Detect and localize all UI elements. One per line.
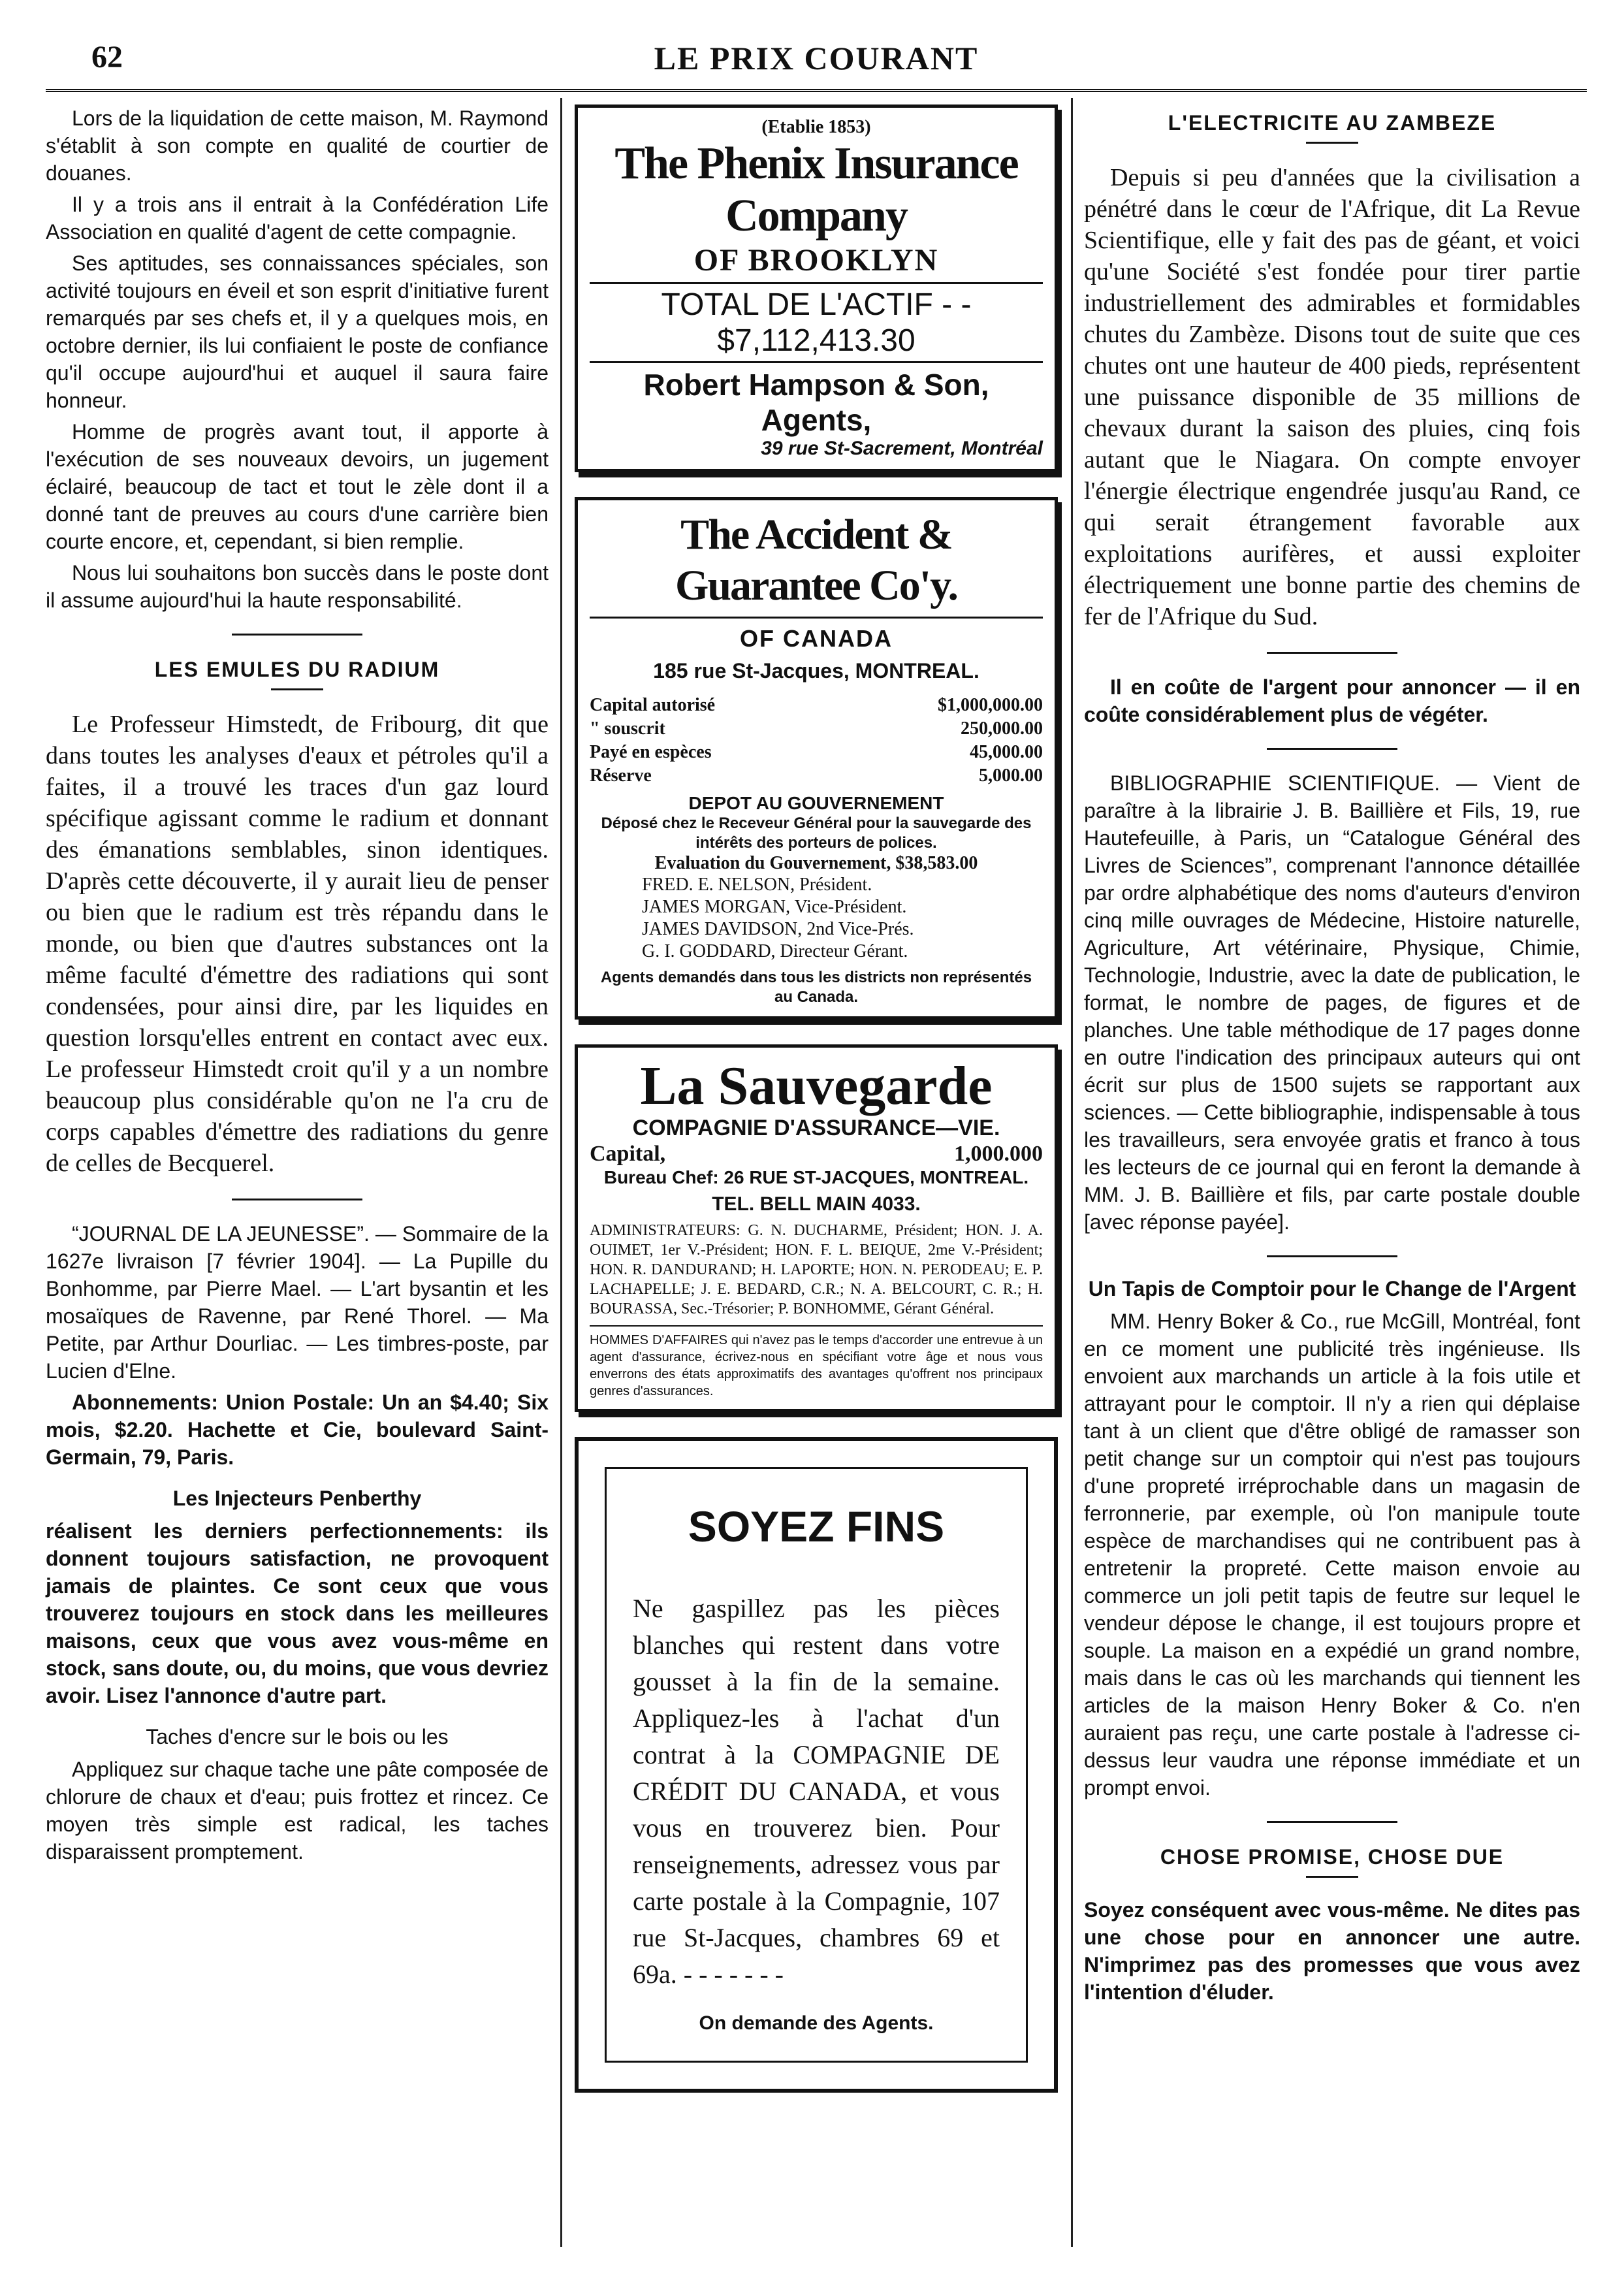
- capital-label: Payé en espèces: [590, 742, 712, 762]
- capital-value: 250,000.00: [961, 718, 1043, 739]
- ad-company-name: The Accident & Guarantee Co'y.: [590, 509, 1043, 619]
- section-separator: [232, 634, 362, 636]
- phenix-insurance-ad: [575, 105, 1058, 472]
- capital-label: Réserve: [590, 765, 652, 786]
- article-text: Appliquez sur chaque tache une pâte composée de chlorure de chaux et d'eau; puis frottez et rincez. Ce moyen très simple est radical, les taches disparaissent promptement.: [46, 1758, 549, 1863]
- left-column: [46, 105, 549, 1869]
- ad-subtitle: COMPAGNIE D'ASSURANCE—VIE.: [632, 1116, 1000, 1140]
- accident-guarantee-ad: [575, 497, 1058, 1020]
- article-text: “JOURNAL DE LA JEUNESSE”. — Sommaire de la 1627e livraison [7 février 1904]. — La Pupille du Bonhomme, par Pierre Mael. — L'art bysantin et les mosaïques de Ravenne, par René Thorel. — Ma Petite, par Arthur Dourliac. — Les timbres-poste, par Lucien d'Elne.: [46, 1222, 549, 1383]
- paragraph: Nous lui souhaitons bon succès dans le poste dont il assume aujourd'hui la haute responsabilité.: [46, 561, 549, 612]
- ad-subtitle: OF CANADA: [740, 625, 893, 652]
- section-title: LES EMULES DU RADIUM: [154, 658, 440, 681]
- ad-address: 185 rue St-Jacques, MONTREAL.: [653, 659, 979, 683]
- section-separator: [1267, 748, 1397, 750]
- article-text: réalisent les derniers perfectionnements: ils donnent toujours satisfaction, ne provoquent jamais de plaintes. Ce sont ceux que vous trouverez toujours en stock dans les meilleures maisons, ceux que vous avez vous-même en stock, sans doute, ou, du moins, que vous devriez avoir. Lisez l'annonce d'autre part.: [46, 1519, 549, 1707]
- ad-company-name: La Sauvegarde: [640, 1055, 993, 1116]
- capital-row: [590, 764, 1043, 788]
- ad-subtitle: OF BROOKLYN: [693, 243, 939, 278]
- ads-column: [575, 105, 1058, 2117]
- capital-value: $1,000,000.00: [938, 695, 1043, 715]
- paragraph: Il y a trois ans il entrait à la Confédération Life Association en qualité d'agent de cette compagnie.: [46, 193, 549, 244]
- section-title: CHOSE PROMISE, CHOSE DUE: [1160, 1845, 1505, 1869]
- section-title: Un Tapis de Comptoir pour le Change de l'Argent: [1088, 1277, 1576, 1300]
- article-text: Abonnements: Union Postale: Un an $4.40; Six mois, $2.20. Hachette et Cie, boulevard Saint-Germain, 79, Paris.: [46, 1391, 549, 1469]
- section-title: Taches d'encre sur le bois ou les: [146, 1725, 449, 1748]
- ad-body: Ne gaspillez pas les pièces blanches qui restent dans votre gousset à la fin de la semaine. Appliquez-les à l'achat d'un contrat à la COMPAGNIE DE CRÉDIT DU CANADA, et vous vous en trouverez bien. Pour renseignements, adressez vous par carte postale à la Compagnie, 107 rue St-Jacques, chambres 69 et 69a. - - - - - - -: [633, 1594, 1000, 1989]
- article-text: MM. Henry Boker & Co., rue McGill, Montréal, font en ce moment une publicité très ingénieuse. Ils envoient aux marchands un article à la fois utile et attrayant pour le comptoir. Il n'y a rien qui déplaise tant à un client que d'être obligé de ramasser son petit change sur un comptoir qui n'est pas toujours d'une propreté irréprochable dans un magasin de ferronnerie, par exemple, où l'on manipule toute espèce de marchandises qui ne contribuent pas à entretenir la propreté. Cette maison envoie au commerce un joli petit tapis de feutre sur lequel le vendeur dépose le change, il est toujours propre et souple. La maison en a expédié un grand nombre, mais dans le cas où les marchands qui tiennent les articles de la maison Henry Boker & Co. n'en auraient pas reçu, une carte postale à l'adresse ci-dessus leur vaudra une réponse immédiate et un prompt envoi.: [1084, 1310, 1580, 1799]
- ad-depot-heading: DEPOT AU GOUVERNEMENT: [688, 793, 944, 813]
- ad-note: HOMMES D'AFFAIRES qui n'avez pas le temps d'accorder une entrevue à un agent d'assurance, écrivez-nous en spécifiant votre âge et nous vous enverrons des états approximatifs des avantages qu'offrent nos principaux genres d'assurances.: [590, 1325, 1043, 1400]
- ad-depot-text: Déposé chez le Receveur Général pour la sauvegarde des intérêts des porteurs de polices.: [601, 814, 1032, 852]
- article-text: Il en coûte de l'argent pour annoncer — il en coûte considérablement plus de végéter.: [1084, 675, 1580, 726]
- capital-row: [590, 1141, 1043, 1167]
- ad-address: 39 rue St-Sacrement, Montréal: [761, 438, 1043, 459]
- page-header: [46, 39, 1587, 91]
- ad-officer: JAMES MORGAN, Vice-Président.: [642, 897, 907, 917]
- ad-telephone: TEL. BELL MAIN 4033.: [712, 1193, 921, 1215]
- section-title: Les Injecteurs Penberthy: [172, 1487, 422, 1510]
- title-rule: [271, 688, 323, 690]
- ad-inner-frame: [605, 1467, 1028, 2063]
- ad-established: (Etablie 1853): [761, 117, 871, 137]
- capital-row: [590, 741, 1043, 764]
- ad-officer: G. I. GODDARD, Directeur Gérant.: [642, 941, 908, 961]
- sauvegarde-ad: [575, 1044, 1058, 1412]
- capital-label: " souscrit: [590, 718, 665, 739]
- column-divider: [1071, 98, 1073, 2247]
- section-separator: [232, 1199, 362, 1200]
- ad-address: Bureau Chef: 26 RUE ST-JACQUES, MONTREAL.: [603, 1167, 1029, 1187]
- ad-agents-note: Agents demandés dans tous les districts non représentés au Canada.: [600, 969, 1032, 1006]
- article-text: Soyez conséquent avec vous-même. Ne dites pas une chose pour en annoncer une autre. N'imprimez pas des promesses que vous avez l'intention d'éluder.: [1084, 1898, 1580, 2004]
- article-text: Le Professeur Himstedt, de Fribourg, dit que dans toutes les analyses d'eaux et pétroles qu'il a faites, il a trouvé les traces d'un gaz lourd spécifique agissant comme le radium et donnant des émanations semblables, sinon identiques. D'après cette découverte, il y aurait lieu de penser ou bien que le radium est très répandu dans le monde, ou bien que d'autres substances ont la même faculté d'émettre des radiations qui sont condensées, pour ainsi dire, par les liquides en question lorsqu'elles entrent en contact avec eux. Le professeur Himstedt croit qu'il y a un nombre beaucoup plus considérable qu'on ne l'a cru de corps capables d'émettre des radiations du genre de celles de Becquerel.: [46, 711, 549, 1177]
- section-title: L'ELECTRICITE AU ZAMBEZE: [1168, 111, 1497, 135]
- ad-officer: FRED. E. NELSON, Président.: [642, 875, 872, 895]
- capital-value: 1,000.000: [954, 1142, 1043, 1166]
- ad-company-name: The Phenix Insurance Company: [614, 138, 1018, 241]
- capital-label: Capital autorisé: [590, 695, 716, 715]
- title-rule: [1306, 142, 1358, 144]
- section-separator: [1267, 1255, 1397, 1257]
- ad-officer: JAMES DAVIDSON, 2nd Vice-Prés.: [642, 919, 914, 939]
- section-separator: [1267, 652, 1397, 654]
- section-separator: [1267, 1821, 1397, 1823]
- ad-footer: On demande des Agents.: [699, 2012, 934, 2034]
- article-text: Depuis si peu d'années que la civilisation a pénétré dans le cœur de l'Afrique, dit La Revue Scientifique, elle y fait des pas de géant, et voici qu'une Société s'est fondée pour tirer partie industriellement des admirables et formidables chutes du Zambèze. Disons tout de suite que ces chutes ont une hauteur de 400 pieds, représentent une puissance disponible de 35 millions de chevaux durant la saison des pluies, cinq fois autant que le Niagara. On compte envoyer l'énergie électrique engendrée jusqu'au Rand, ce qui serait étrangement favorable aux exploitations aurifères, et aussi exploiter électriquement une bonne partie des chemins de fer de l'Afrique du Sud.: [1084, 164, 1580, 630]
- capital-row: [590, 717, 1043, 741]
- ad-administrators: ADMINISTRATEURS: G. N. DUCHARME, Président; HON. J. A. OUIMET, 1er V.-Président; HON. F. L. BEIQUE, 2me V.-Président; HON. R. DANDURAND; H. LAPORTE; HON. N. PERODEAU; E. P. LACHAPELLE; J. E. BEDARD, C.R.; N. A. BELCOURT, C. R.; H. BOURASSA, Sec.-Trésorier; P. BONHOMME, Gérant Général.: [590, 1222, 1043, 1317]
- ad-evaluation: Evaluation du Gouvernement, $38,583.00: [654, 853, 978, 873]
- ad-agents: Robert Hampson & Son, Agents,: [643, 368, 989, 437]
- header-rule: [46, 89, 1587, 92]
- paragraph: Ses aptitudes, ses connaissances spéciales, son activité toujours en éveil et son esprit d'initiative furent remarqués par ses chefs et, il y a quelques mois, en octobre dernier, ils lui confiaient le poste de confiance qu'il occupe aujourd'hui et auquel il saura faire honneur.: [46, 251, 549, 412]
- title-rule: [1306, 1876, 1358, 1878]
- right-column: [1084, 105, 1580, 2010]
- ad-total-assets: TOTAL DE L'ACTIF - - $7,112,413.30: [590, 282, 1043, 363]
- soyez-fins-ad: [575, 1437, 1058, 2093]
- paragraph: Homme de progrès avant tout, il apporte à l'exécution de ses nouveaux devoirs, un jugement éclairé, beaucoup de tact et tout le zèle dont il a donné tant de preuves au cours d'une carrière bien courte encore, et, cependant, si bien remplie.: [46, 420, 549, 553]
- capital-label: Capital,: [590, 1142, 666, 1166]
- journal-title: LE PRIX COURANT: [654, 40, 979, 76]
- page-number: 62: [91, 40, 123, 74]
- paragraph: Lors de la liquidation de cette maison, M. Raymond s'établit à son compte en qualité de courtier de douanes.: [46, 106, 549, 185]
- column-divider: [560, 98, 562, 2247]
- capital-value: 45,000.00: [970, 742, 1043, 762]
- ad-title: SOYEZ FINS: [688, 1502, 945, 1551]
- article-text: BIBLIOGRAPHIE SCIENTIFIQUE. — Vient de paraître à la librairie J. B. Baillière et Fils, 19, rue Hautefeuille, à Paris, un “Catalogue Général des Livres de Sciences”, comprenant l'annonce détaillée par ordre alphabétique des noms d'auteurs d'environ cinq mille ouvrages de Médecine, Histoire naturelle, Agriculture, Art vétérinaire, Physique, Chimie, Technologie, Industrie, avec la date de publication, le format, le nombre de pages, de figures et de planches. Une table méthodique de 17 pages donne en outre l'indication des principaux auteurs qui ont écrit sur plus de 1500 sujets se rapportant aux sciences. — Cette bibliographie, indispensable à tous les travailleurs, sera envoyée gratis et franco à tous les lecteurs de ce journal qui en feront la demande à MM. J. B. Baillière et fils, par carte postale double [avec réponse payée].: [1084, 771, 1580, 1234]
- capital-value: 5,000.00: [979, 765, 1043, 786]
- capital-row: [590, 694, 1043, 717]
